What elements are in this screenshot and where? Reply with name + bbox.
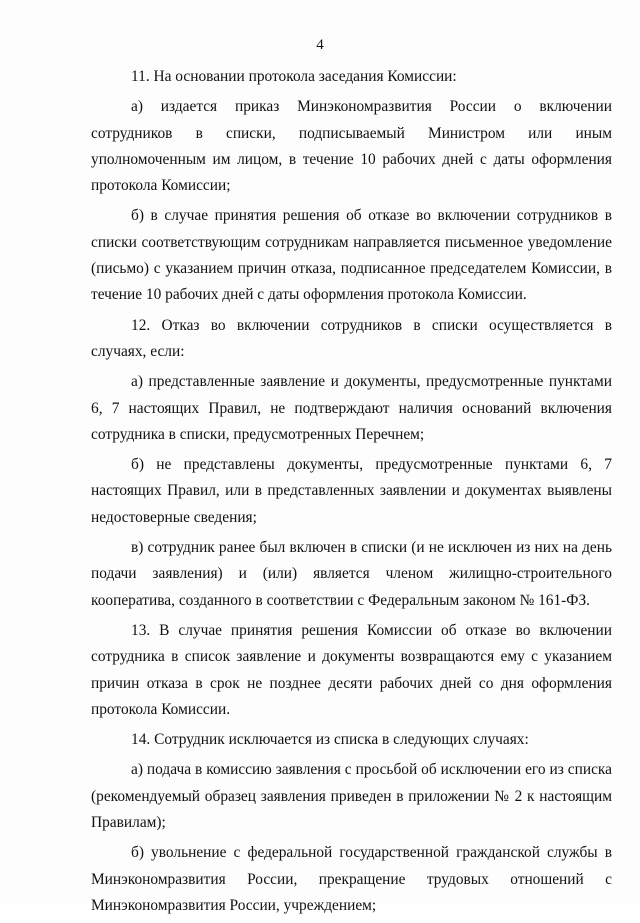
document-body [91, 64, 612, 923]
paragraph-11-b: б) в случае принятия решения об отказе во включении сотрудников в списки соответствующим сотрудникам направляется письменное уведомление (письмо) с указанием причин отказа, подписанное председателем Комиссии, в течение 10 рабочих дней с даты оформления протокола Комиссии. [91, 207, 612, 304]
paragraph-13: 13. В случае принятия решения Комиссии об отказе во включении сотрудника в список заявление и документы возвращаются ему с указанием причин отказа в срок не позднее десяти рабочих дней со дня оформления протокола Комиссии. [91, 621, 612, 718]
paragraph-11-a: а) издается приказ Минэкономразвития России о включении сотрудников в списки, подписываемый Министром или иным уполномоченным им лицом, в течение 10 рабочих дней с даты оформления протокола Комиссии; [91, 98, 612, 195]
paragraph-14: 14. Сотрудник исключается из списка в следующих случаях: [131, 731, 529, 749]
paragraph-14-a: а) подача в комиссию заявления с просьбой об исключении его из списка (рекомендуемый образец заявления приведен в приложении № 2 к настоящим Правилам); [91, 761, 612, 832]
paragraph-12-b: б) не представлены документы, предусмотренные пунктами 6, 7 настоящих Правил, или в представленных заявлении и документах выявлены недостоверные сведения; [91, 456, 612, 526]
paragraph-11: 11. На основании протокола заседания Комиссии: [131, 68, 457, 85]
paragraph-12-a: а) представленные заявление и документы, предусмотренные пунктами 6, 7 настоящих Правил, не подтверждают наличия оснований включения сотрудника в списки, предусмотренных Перечнем; [91, 373, 612, 443]
paragraph-14-b: б) увольнение с федеральной государственной гражданской службы в Минэкономразвития России, прекращение трудовых отношений с Минэкономразвития России, учреждением; [91, 844, 612, 914]
paragraph-12: 12. Отказ во включении сотрудников в списки осуществляется в случаях, если: [91, 316, 612, 360]
paragraph-12-v: в) сотрудник ранее был включен в списки (и не исключен из них на день подачи заявления) и (или) является членом жилищно-строительного кооператива, созданного в соответствии с Федеральным законом № 161-ФЗ. [91, 539, 612, 609]
page-number: 4 [316, 37, 324, 53]
